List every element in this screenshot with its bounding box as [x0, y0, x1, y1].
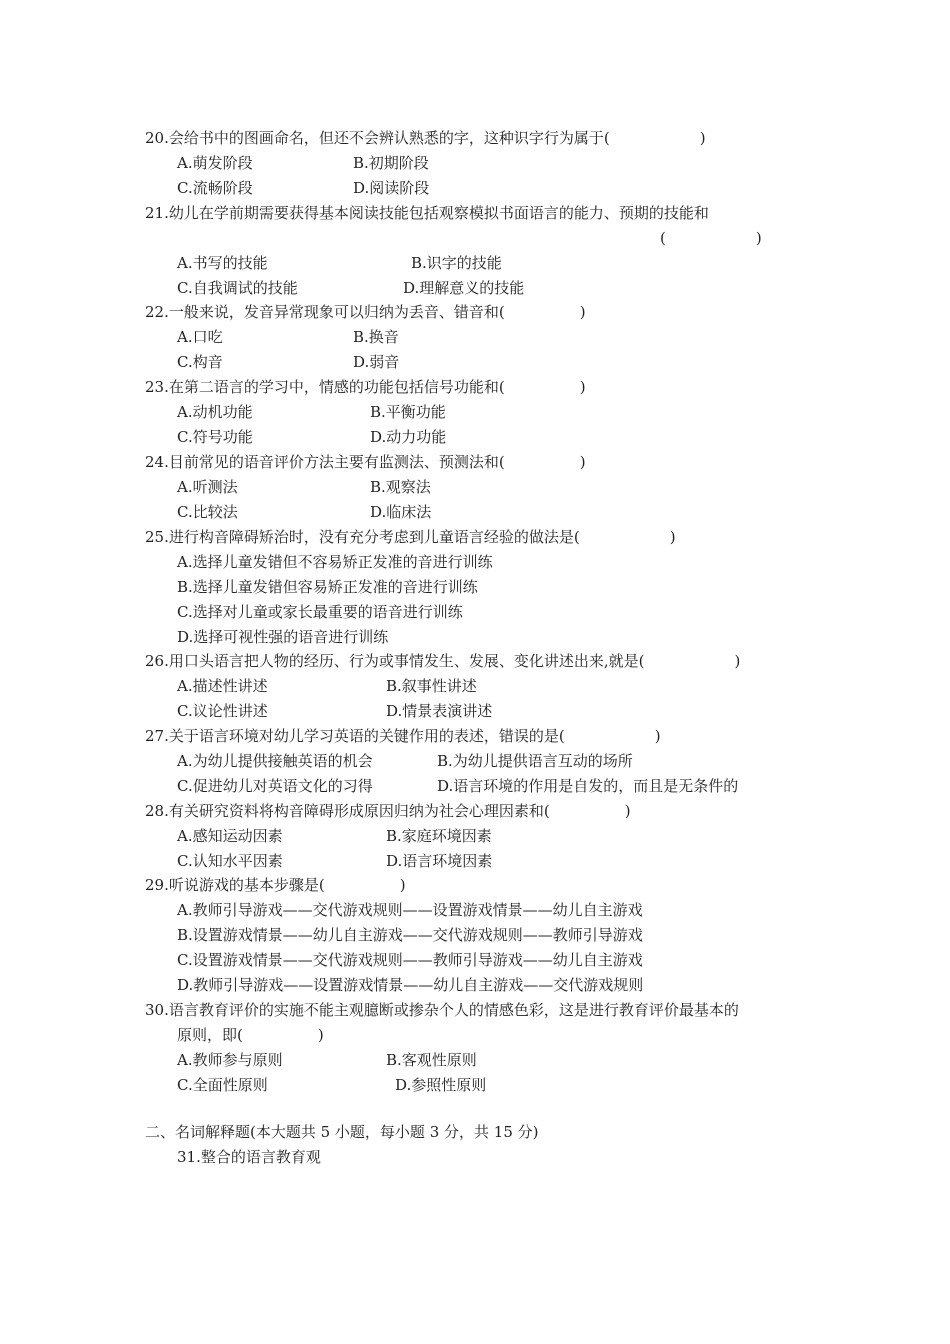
question-30-option-d: D.参照性原则: [395, 1076, 487, 1094]
question-26-option-a: A.描述性讲述: [177, 677, 268, 695]
question-21-option-b: B.识字的技能: [411, 254, 502, 272]
question-31-stem: 31.整合的语言教育观: [177, 1148, 321, 1166]
question-22-option-b: B.换音: [353, 328, 399, 346]
question-28-option-d: D.语言环境因素: [386, 852, 493, 870]
question-20-option-c: C.流畅阶段: [177, 179, 253, 197]
question-21-stem: 21.幼儿在学前期需要获得基本阅读技能包括观察模拟书面语言的能力、预期的技能和: [145, 204, 709, 222]
question-22-option-d: D.弱音: [353, 353, 400, 371]
question-29-option-a: A.教师引导游戏——交代游戏规则——设置游戏情景——幼儿自主游戏: [177, 901, 643, 919]
question-23-option-a: A.动机功能: [177, 403, 253, 421]
question-25-option-b: B.选择儿童发错但容易矫正发准的音进行训练: [177, 578, 478, 596]
question-29-option-b: B.设置游戏情景——幼儿自主游戏——交代游戏规则——教师引导游戏: [177, 926, 643, 944]
question-25-option-d: D.选择可视性强的语音进行训练: [177, 628, 389, 646]
question-21-option-d: D.理解意义的技能: [403, 279, 525, 297]
question-26-option-b: B.叙事性讲述: [386, 677, 477, 695]
question-30-option-b: B.客观性原则: [386, 1051, 477, 1069]
question-23-option-b: B.平衡功能: [370, 403, 446, 421]
question-25-option-c: C.选择对儿童或家长最重要的语音进行训练: [177, 603, 463, 621]
question-20-stem: 20.会给书中的图画命名，但还不会辨认熟悉的字，这种识字行为属于( ): [145, 129, 706, 147]
question-20-option-d: D.阅读阶段: [353, 179, 430, 197]
question-22-option-a: A.口吃: [177, 328, 223, 346]
question-27-option-c: C.促进幼儿对英语文化的习得: [177, 777, 373, 795]
question-28-stem: 28.有关研究资料将构音障碍形成原因归纳为社会心理因素和( ): [145, 802, 631, 820]
question-24-option-c: C.比较法: [177, 503, 238, 521]
question-29-stem: 29.听说游戏的基本步骤是( ): [145, 876, 406, 894]
question-28-option-a: A.感知运动因素: [177, 827, 283, 845]
question-27-option-b: B.为幼儿提供语言互动的场所: [437, 752, 633, 770]
question-24-stem: 24.目前常见的语音评价方法主要有监测法、预测法和( ): [145, 453, 586, 471]
question-30-stem-continued: 原则，即( ): [177, 1026, 324, 1044]
question-25-stem: 25.进行构音障碍矫治时，没有充分考虑到儿童语言经验的做法是( ): [145, 528, 676, 546]
question-20-option-a: A.萌发阶段: [177, 154, 253, 172]
question-25-option-a: A.选择儿童发错但不容易矫正发准的音进行训练: [177, 553, 493, 571]
question-28-option-b: B.家庭环境因素: [386, 827, 492, 845]
section-heading: 二、名词解释题(本大题共 5 小题，每小题 3 分，共 15 分): [145, 1123, 539, 1141]
question-30-option-a: A.教师参与原则: [177, 1051, 283, 1069]
question-30-option-c: C.全面性原则: [177, 1076, 268, 1094]
question-27-stem: 27.关于语言环境对幼儿学习英语的关键作用的表述，错误的是( ): [145, 727, 661, 745]
question-27-option-a: A.为幼儿提供接触英语的机会: [177, 752, 373, 770]
question-22-stem: 22.一般来说，发音异常现象可以归纳为丢音、错音和( ): [145, 303, 586, 321]
question-24-option-a: A.听测法: [177, 478, 238, 496]
question-28-option-c: C.认知水平因素: [177, 852, 283, 870]
question-27-option-d: D.语言环境的作用是自发的，而且是无条件的: [437, 777, 739, 795]
question-21-option-a: A.书写的技能: [177, 254, 268, 272]
question-22-option-c: C.构音: [177, 353, 223, 371]
question-23-stem: 23.在第二语言的学习中，情感的功能包括信号功能和( ): [145, 378, 586, 396]
question-24-option-d: D.临床法: [370, 503, 432, 521]
question-26-stem: 26.用口头语言把人物的经历、行为或事情发生、发展、变化讲述出来,就是( ): [145, 652, 741, 670]
question-21-option-c: C.自我调试的技能: [177, 279, 298, 297]
question-29-option-c: C.设置游戏情景——交代游戏规则——教师引导游戏——幼儿自主游戏: [177, 951, 643, 969]
question-24-option-b: B.观察法: [370, 478, 431, 496]
question-26-option-c: C.议论性讲述: [177, 702, 268, 720]
question-23-option-d: D.动力功能: [370, 428, 447, 446]
question-21-answer-paren: ( ): [660, 229, 762, 247]
question-26-option-d: D.情景表演讲述: [386, 702, 493, 720]
question-23-option-c: C.符号功能: [177, 428, 253, 446]
question-20-option-b: B.初期阶段: [353, 154, 429, 172]
question-30-stem: 30.语言教育评价的实施不能主观臆断或掺杂个人的情感色彩，这是进行教育评价最基本的: [145, 1001, 739, 1019]
question-29-option-d: D.教师引导游戏——设置游戏情景——幼儿自主游戏——交代游戏规则: [177, 976, 644, 994]
